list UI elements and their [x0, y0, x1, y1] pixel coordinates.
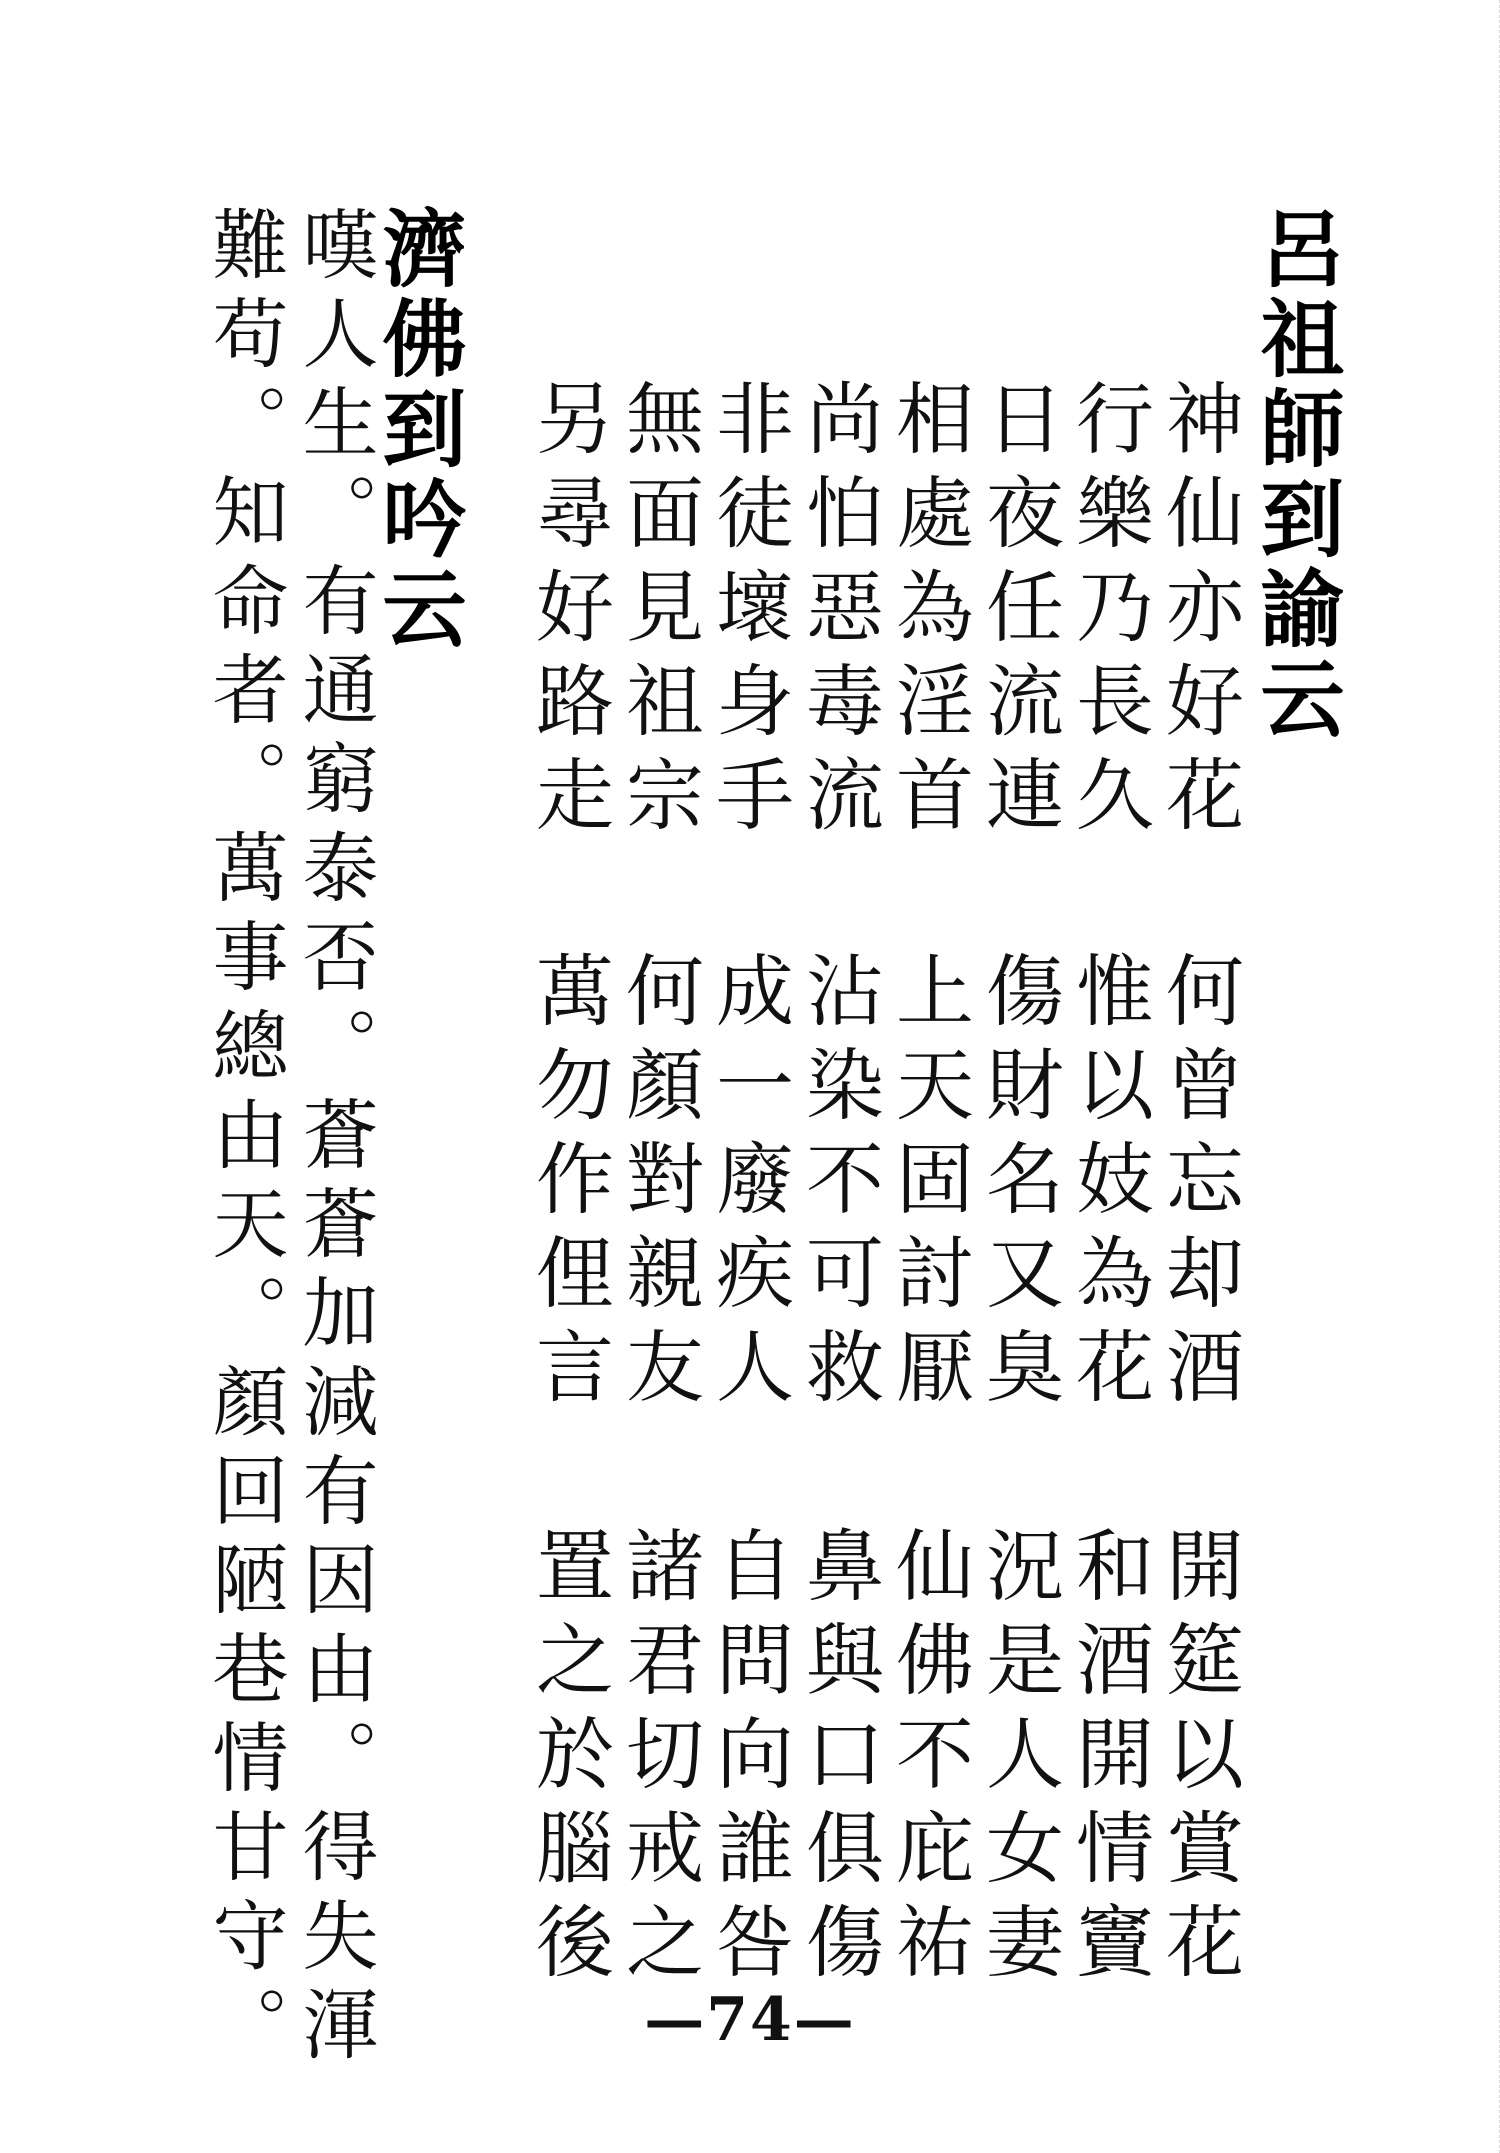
verse-line: 傷財名又臭	[973, 950, 1063, 1420]
verse-line: 開筵以賞花	[1153, 1525, 1243, 1995]
verse-line: 何顏對親友	[613, 950, 703, 1420]
verse-line: 和酒開情竇	[1063, 1525, 1153, 1995]
section-2-title: 濟佛到吟云	[369, 205, 467, 655]
verse-line: 惟以妓為花	[1063, 950, 1153, 1420]
verse-line: 神仙亦好花	[1153, 378, 1243, 848]
verse-line: 置之於腦後	[523, 1525, 613, 1995]
verse-line: 日夜任流連	[973, 378, 1063, 848]
verse-line: 諸君切戒之	[613, 1525, 703, 1995]
verse-line: 尚怕惡毒流	[793, 378, 883, 848]
verse-line: 另尋好路走	[523, 378, 613, 848]
verse-line: 鼻與口俱傷	[793, 1525, 883, 1995]
verse-line: 成一廢疾人	[703, 950, 793, 1420]
prose-line: 難苟。知命者。萬事總由天。顏回陋巷情甘守。	[200, 205, 289, 2074]
verse-line: 何曾忘却酒	[1153, 950, 1243, 1420]
verse-line: 自問向誰咎	[703, 1525, 793, 1995]
section-1-title: 呂祖師到諭云	[1247, 205, 1345, 745]
verse-line: 非徒壞身手	[703, 378, 793, 848]
verse-line: 行樂乃長久	[1063, 378, 1153, 848]
verse-line: 沾染不可救	[793, 950, 883, 1420]
page-number: —74—	[644, 1985, 856, 2055]
verse-line: 相處為淫首	[883, 378, 973, 848]
verse-line: 況是人女妻	[973, 1525, 1063, 1995]
prose-line: 嘆人生。有通窮泰否。蒼蒼加減有因由。得失渾	[290, 205, 379, 2074]
verse-line: 仙佛不庇祐	[883, 1525, 973, 1995]
verse-line: 上天固討厭	[883, 950, 973, 1420]
verse-line: 無面見祖宗	[613, 378, 703, 848]
verse-line: 萬勿作俚言	[523, 950, 613, 1420]
